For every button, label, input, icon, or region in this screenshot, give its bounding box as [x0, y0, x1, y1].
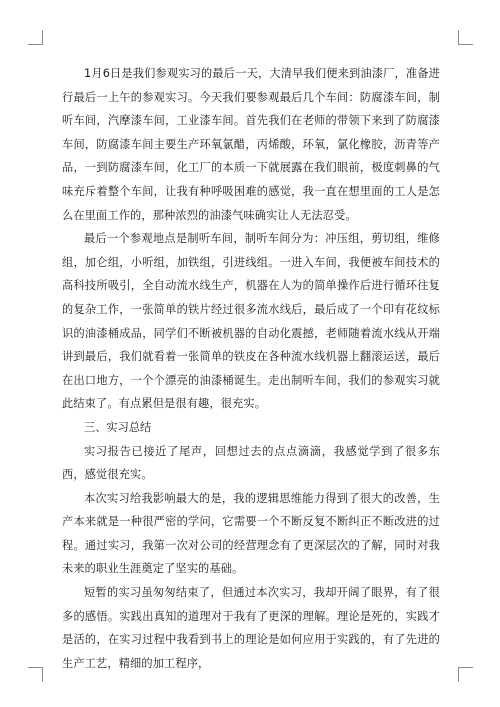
section-heading: 三、实习总结: [84, 420, 152, 434]
paragraph-can-workshop: 最后一个参观地点是制听车间，制听车间分为：冲压组，剪切组，维修组，加仑组，小听组，加铁组，引进线组。一进入车间，我便被车间技术的高科技所吸引，全自动流水线生产，机器在人为的简单操作后进行循环往复的复杂工作，一张简单的铁片经过很多流水线后，最后成了一个印有花纹标识的油漆桶成品，同学们不断被机器的自动化震撼，老师随着流水线从开端讲到最后，我们就看着一张简单的铁皮在各种流水线机器上翻滚运送，最后在出口地方，一个个漂亮的油漆桶诞生。走出制听车间，我们的参观实习就此结束了。有点累但是很有趣，很充实。: [62, 232, 440, 411]
paragraph-summary-impact: 本次实习给我影响最大的是，我的逻辑思维能力得到了很大的改善，生产本来就是一种很严密的学问，它需要一个不断反复不断纠正不断改进的过程。通过实习，我第一次对公司的经营理念有了更深层次的了解，同时对我未来的职业生涯奠定了坚实的基础。: [62, 491, 440, 576]
crop-mark-top-right: [458, 30, 473, 45]
crop-mark-bottom-left: [28, 667, 43, 682]
paragraph-summary-reflection: 短暂的实习虽匆匆结束了，但通过本次实习，我却开阔了眼界，有了很多的感悟。实践出真知的道理对于我有了更深的理解。理论是死的，实践才是活的，在实习过程中我看到书上的理论是如何应用于实践的，有了先进的生产工艺，精细的加工程序，: [62, 586, 440, 670]
document-body: [62, 62, 440, 675]
paragraph-last-day-visit: 1月6日是我们参观实习的最后一天，大清早我们便来到油漆厂，准备进行最后一上午的参观实习。今天我们要参观最后几个车间：防腐漆车间，制听车间，汽摩漆车间，工业漆车间。首先我们在老师的带领下来到了防腐漆车间，防腐漆车间主要生产环氧氯醋，丙烯酸，环氧，氯化橡胶，沥青等产品，一到防腐漆车间，化工厂的本质一下就展露在我们眼前，极度刺鼻的气味充斥着整个车间，让我有种呼吸困难的感觉，我一直在想里面的工人是怎么在里面工作的，那种浓烈的油漆气味确实让人无法忍受。: [62, 67, 440, 222]
crop-mark-bottom-right: [458, 667, 473, 682]
paragraph-summary-intro: 实习报告已接近了尾声，回想过去的点点滴滴，我感觉学到了很多东西，感觉很充实。: [62, 444, 440, 482]
crop-mark-top-left: [28, 30, 43, 45]
